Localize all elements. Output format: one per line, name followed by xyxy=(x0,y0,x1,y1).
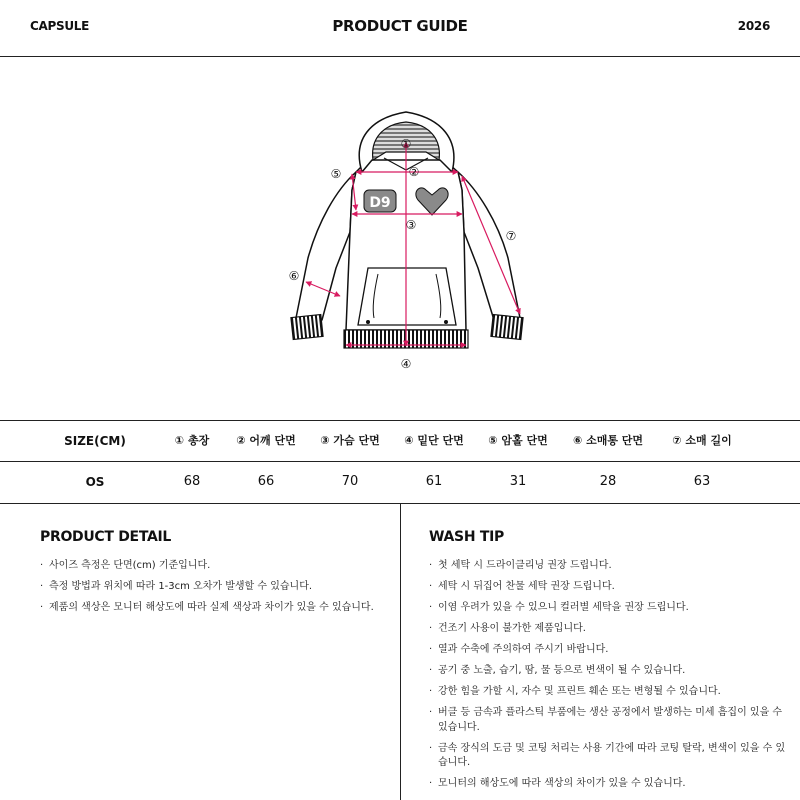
list-item: · 공기 중 노출, 습기, 땀, 물 등으로 변색이 될 수 있습니다. xyxy=(429,664,789,679)
wash-tip-list xyxy=(429,559,789,792)
measure-value: 61 xyxy=(425,474,443,489)
info-section xyxy=(0,503,800,800)
brand-label: CAPSULE xyxy=(30,19,90,33)
size-table-header-row xyxy=(0,421,800,462)
logo-patch xyxy=(364,190,396,212)
right-sleeve xyxy=(458,172,520,320)
list-item: · 측정 방법과 위치에 따라 1-3cm 오차가 발생할 수 있습니다. xyxy=(40,580,400,595)
right-cuff xyxy=(491,314,523,339)
column-header: ⑦ 소매 길이 xyxy=(672,434,732,447)
column-header: ① 총장 xyxy=(174,434,210,447)
marker-1: ① xyxy=(400,137,412,151)
marker-2: ② xyxy=(408,165,420,179)
year-label: 2026 xyxy=(737,19,770,33)
size-value: OS xyxy=(85,475,105,489)
list-item: · 제품의 색상은 모니터 해상도에 따라 실제 색상과 차이가 있을 수 있습니다. xyxy=(40,601,400,616)
list-item: · 버클 등 금속과 플라스틱 부품에는 생산 공정에서 발생하는 미세 흠집이 있을 수 있습니다. xyxy=(429,706,789,735)
hoodie-measurement-diagram xyxy=(0,57,800,419)
svg-text:D9: D9 xyxy=(369,195,391,211)
list-item: · 세탁 시 뒤집어 찬물 세탁 권장 드립니다. xyxy=(429,580,789,595)
kangaroo-pocket xyxy=(358,268,456,325)
column-header: ② 어깨 단면 xyxy=(236,434,296,447)
measure-value: 31 xyxy=(509,474,527,489)
list-item: · 강한 힘을 가할 시, 자수 및 프린트 훼손 또는 변형될 수 있습니다. xyxy=(429,685,789,700)
product-detail-panel xyxy=(40,503,400,622)
wash-tip-title: WASH TIP xyxy=(429,529,504,545)
product-detail-title: PRODUCT DETAIL xyxy=(40,529,172,545)
column-header: ③ 가슴 단면 xyxy=(320,434,380,447)
marker-7: ⑦ xyxy=(505,229,517,243)
size-header-label: SIZE(CM) xyxy=(64,434,126,448)
measure-value: 68 xyxy=(183,474,201,489)
size-table xyxy=(0,420,800,504)
measure-value: 66 xyxy=(257,474,275,489)
page-title: PRODUCT GUIDE xyxy=(332,17,468,35)
list-item: · 건조기 사용이 불가한 제품입니다. xyxy=(429,622,789,637)
measure-value: 63 xyxy=(693,474,711,489)
measure-value: 70 xyxy=(341,474,359,489)
list-item: · 모니터의 해상도에 따라 색상의 차이가 있을 수 있습니다. xyxy=(429,777,789,792)
column-header: ⑥ 소매통 단면 xyxy=(572,434,644,447)
marker-4: ④ xyxy=(400,357,412,371)
column-header: ④ 밑단 단면 xyxy=(404,434,464,447)
list-item: · 금속 장식의 도금 및 코팅 처리는 사용 기간에 따라 코팅 탈락, 변색이 있을 수 있습니다. xyxy=(429,742,789,771)
product-detail-list xyxy=(40,559,400,616)
list-item: · 사이즈 측정은 단면(cm) 기준입니다. xyxy=(40,559,400,574)
left-cuff xyxy=(291,314,323,339)
measure-value: 28 xyxy=(599,474,617,489)
marker-6: ⑥ xyxy=(288,269,300,283)
column-header: ⑤ 암홀 단면 xyxy=(488,434,548,447)
hoodie-illustration xyxy=(0,57,800,419)
table-row xyxy=(0,462,800,502)
column-divider xyxy=(400,503,401,800)
list-item: · 첫 세탁 시 드라이클리닝 권장 드립니다. xyxy=(429,559,789,574)
marker-3: ③ xyxy=(405,218,417,232)
wash-tip-panel xyxy=(429,503,789,798)
list-item: · 열과 수축에 주의하여 주시기 바랍니다. xyxy=(429,643,789,658)
marker-5: ⑤ xyxy=(330,167,342,181)
header-bar xyxy=(0,0,800,57)
list-item: · 이염 우려가 있을 수 있으니 컬러별 세탁을 권장 드립니다. xyxy=(429,601,789,616)
